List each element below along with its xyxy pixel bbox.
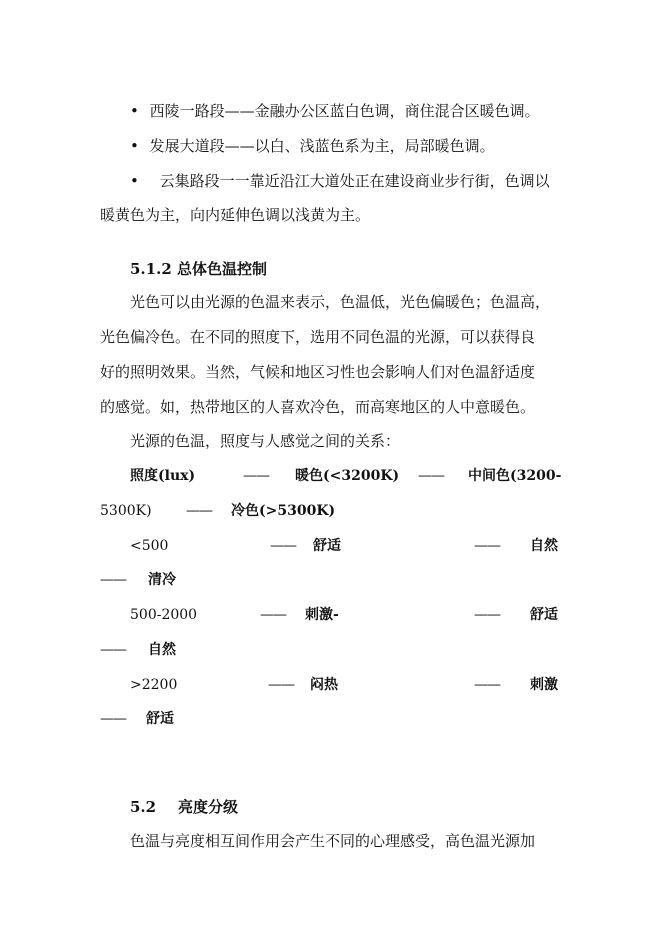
table-dash: ——: [474, 677, 500, 693]
table-dash: ——: [186, 503, 212, 519]
paragraph-line: 好的照明效果。当然，气候和地区习性也会影响人们对色温舒适度: [100, 363, 536, 381]
table-dash: ——: [268, 677, 294, 693]
bullet-item: [130, 171, 550, 191]
table-cell-mid: 舒适: [530, 607, 558, 623]
table-cell-cool: 清冷: [148, 572, 176, 588]
table-cell-illuminance: >2200: [130, 677, 178, 693]
table-cell-cool: 舒适: [146, 711, 174, 727]
table-cell-illuminance: 500-2000: [130, 607, 198, 623]
table-dash: ——: [474, 538, 500, 554]
table-cell-warm: 舒适: [313, 538, 341, 554]
section-title: 亮度分级: [178, 798, 239, 816]
paragraph-line: 的感觉。如，热带地区的人喜欢冷色，而高寒地区的人中意暖色。: [100, 398, 536, 416]
bullet-text: 发展大道段——以白、浅蓝色系为主，局部暖色调。: [149, 137, 495, 155]
table-cell-warm: 刺激-: [305, 607, 339, 623]
section-heading: 5.1.2 总体色温控制: [130, 260, 267, 278]
table-cell-mid: 自然: [530, 538, 558, 554]
table-dash: ——: [243, 468, 269, 484]
relation-intro: 光源的色温，照度与人感觉之间的关系：: [130, 432, 401, 450]
bullet-marker: •: [130, 102, 139, 120]
bullet-marker: •: [130, 172, 139, 190]
bullet-text: 云集路段一一靠近沿江大道处正在建设商业步行街，色调以: [159, 172, 550, 190]
bullet-marker: •: [130, 137, 139, 155]
table-dash: ——: [474, 607, 500, 623]
paragraph-line: 色温与亮度相互间作用会产生不同的心理感受，高色温光源加: [130, 832, 536, 850]
paragraph-line: 光色偏冷色。在不同的照度下，选用不同色温的光源，可以获得良: [100, 328, 536, 346]
table-dash: ——: [260, 607, 286, 623]
table-dash: ——: [100, 572, 126, 588]
table-header-mid: 中间色(3200-: [468, 468, 562, 484]
table-dash: ——: [270, 538, 296, 554]
table-dash: ——: [418, 468, 444, 484]
table-dash: ——: [100, 711, 126, 727]
table-cell-cool: 自然: [148, 642, 176, 658]
bullet-continuation: 暖黄色为主，向内延伸色调以浅黄为主。: [100, 206, 371, 224]
table-header-cool: 冷色(>5300K): [231, 503, 336, 519]
section-number: 5.2: [130, 798, 157, 816]
bullet-item: [130, 136, 495, 156]
bullet-text: 西陵一路段——金融办公区蓝白色调，商住混合区暖色调。: [149, 102, 540, 120]
table-header-illuminance: 照度(lux): [130, 468, 196, 484]
table-cell-warm: 闷热: [310, 677, 338, 693]
table-header-warm: 暖色(<3200K): [295, 468, 400, 484]
table-header-mid-cont: 5300K): [100, 503, 152, 519]
table-cell-illuminance: <500: [130, 538, 169, 554]
table-cell-mid: 刺激: [530, 677, 558, 693]
table-dash: ——: [100, 642, 126, 658]
paragraph-line: 光色可以由光源的色温来表示，色温低，光色偏暖色；色温高，: [130, 293, 551, 311]
bullet-item: [130, 101, 540, 121]
